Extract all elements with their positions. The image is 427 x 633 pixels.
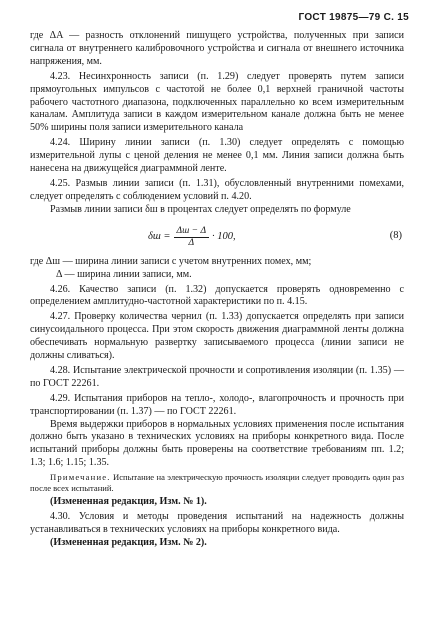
formula-rhs: · 100, xyxy=(212,230,236,242)
formula-expression xyxy=(148,226,236,249)
paragraph-4-23: 4.23. Несинхронность записи (п. 1.29) следует проверять путем записи прямоугольных импульсов с частотой не более 0,1 верхней граничной частоты рабочего частотного диапазона, подключенных параллельно ко всем измерительным каналам. Амплитуда записи в каждом измерительном канале должна быть не менее 50% ширины поля записи измерительного канала xyxy=(30,70,404,134)
paragraph-4-29: 4.29. Испытания приборов на тепло-, холодо-, влагопрочность и прочность при транспортировании (п. 1.37) — по ГОСТ 22261. xyxy=(30,392,404,417)
paragraph-4-28: 4.28. Испытание электрической прочности и сопротивления изоляции (п. 1.35) — по ГОСТ 22261. xyxy=(30,364,404,389)
paragraph-4-26: 4.26. Качество записи (п. 1.32) допускается проверять одновременно с определением амплитудно-частотной характеристики по п. 4.15. xyxy=(30,283,404,308)
note xyxy=(30,472,404,494)
formula-fraction xyxy=(174,226,209,249)
note-label: Примечание. xyxy=(50,472,111,483)
formula-denominator: Δ xyxy=(188,237,195,248)
paragraph-4-25: 4.25. Размыв линии записи (п. 1.31), обусловленный внутренними помехами, следует определять с соблюдением условий п. 4.20. xyxy=(30,177,404,202)
paragraph-4-27: 4.27. Проверку количества чернил (п. 1.33) допускается определять при записи синусоидального процесса. При этом скорость движения диаграммной ленты должна обеспечивать нормальную развертку записываемого процесса (линии записи не должны сливаться). xyxy=(30,311,404,362)
document-body xyxy=(30,30,404,550)
amendment-note-2: (Измененная редакция, Изм. № 2). xyxy=(50,536,207,548)
paragraph-formula-legend-2: Δ — ширина линии записи, мм. xyxy=(56,268,192,280)
formula-numerator: Δш − Δ xyxy=(174,226,209,238)
formula-number: (8) xyxy=(389,229,402,241)
page-header: ГОСТ 19875—79 С. 15 xyxy=(298,12,409,23)
paragraph-formula-intro: Размыв линии записи δш в процентах следует определять по формуле xyxy=(50,203,351,215)
note-text: Испытание на электрическую прочность изоляции следует проводить один раз после всех испытаний. xyxy=(30,472,404,494)
paragraph-4-30: 4.30. Условия и методы проведения испытаний на надежность должны устанавливаться в технических условиях на приборы конкретного вида. xyxy=(30,511,404,535)
paragraph-holding-time: Время выдержки приборов в нормальных условиях применения после испытания должно быть указано в технических условиях на приборы конкретного вида. После испытаний приборы должны быть проверены на соответствие требованиям пп. 1.2; 1.3; 1.6; 1.15; 1.35. xyxy=(30,418,404,469)
amendment-note-1: (Измененная редакция, Изм. № 1). xyxy=(50,496,207,508)
paragraph-formula-legend-1: где Δш — ширина линии записи с учетом внутренних помех, мм; xyxy=(30,255,312,267)
formula-8 xyxy=(30,220,404,254)
paragraph-4-24: 4.24. Ширину линии записи (п. 1.30) следует определять с помощью измерительной лупы с ценой деления не менее 0,1 мм. Линия записи должна быть нанесена на движущейся диаграммной ленте. xyxy=(30,137,404,175)
formula-lhs: δш = xyxy=(148,230,171,242)
paragraph-delta-a-definition: где ΔA — разность отклонений пишущего устройства, полученных при записи сигнала от внутреннего калибровочного устройства и сигнала от внешнего источника напряжения, мм. xyxy=(30,30,404,67)
